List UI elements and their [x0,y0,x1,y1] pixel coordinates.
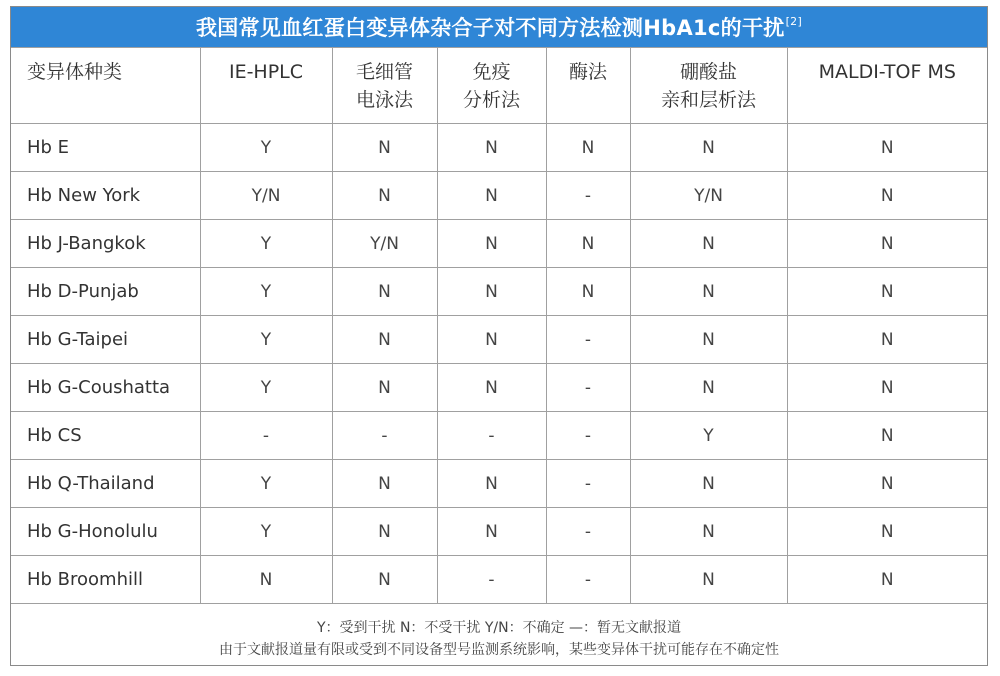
variant-name-cell: Hb G-Taipei [11,316,200,364]
table-row [11,556,987,604]
header-boronate-affinity: 硼酸盐 亲和层析法 [630,48,787,124]
result-cell: N [332,508,437,556]
notes-row [11,604,987,674]
result-cell: Y/N [332,220,437,268]
result-cell: Y [200,460,332,508]
header-variant-type: 变异体种类 [11,48,200,124]
variant-name-cell: Hb CS [11,412,200,460]
table-row [11,460,987,508]
result-cell: N [630,316,787,364]
result-cell: Y/N [630,172,787,220]
variant-name-cell: Hb New York [11,172,200,220]
result-cell: Y [630,412,787,460]
table-row [11,124,987,172]
result-cell: - [546,316,630,364]
header-ie-hplc: IE-HPLC [200,48,332,124]
result-cell: Y [200,220,332,268]
result-cell: N [546,220,630,268]
variant-name-cell: Hb E [11,124,200,172]
reference-marker: [2] [785,14,803,28]
result-cell: N [787,556,987,604]
result-cell: Y [200,364,332,412]
result-cell: - [546,460,630,508]
header-row [11,48,987,124]
variant-name-cell: Hb Broomhill [11,556,200,604]
interference-table [11,47,987,674]
result-cell: N [630,364,787,412]
result-cell: N [332,268,437,316]
table-title: 我国常见血红蛋白变异体杂合子对不同方法检测HbA1c的干扰 [195,16,785,40]
result-cell: - [546,364,630,412]
table-row [11,316,987,364]
result-cell: N [630,556,787,604]
table-row [11,220,987,268]
result-cell: N [332,364,437,412]
result-cell: - [546,172,630,220]
result-cell: - [200,412,332,460]
result-cell: N [787,460,987,508]
result-cell: N [546,268,630,316]
result-cell: N [200,556,332,604]
result-cell: N [332,556,437,604]
result-cell: N [787,316,987,364]
table-title-bar [11,7,987,47]
result-cell: N [437,364,546,412]
result-cell: N [437,124,546,172]
result-cell: N [787,124,987,172]
table-row [11,268,987,316]
result-cell: N [630,460,787,508]
result-cell: N [437,268,546,316]
result-cell: N [437,220,546,268]
result-cell: N [630,268,787,316]
result-cell: N [437,460,546,508]
variant-name-cell: Hb Q-Thailand [11,460,200,508]
table-row [11,412,987,460]
result-cell: N [332,172,437,220]
result-cell: - [546,556,630,604]
result-cell: N [787,508,987,556]
result-cell: N [787,364,987,412]
notes-cell [11,604,987,674]
result-cell: N [332,316,437,364]
header-enzymatic: 酶法 [546,48,630,124]
result-cell: N [546,124,630,172]
variant-name-cell: Hb D-Punjab [11,268,200,316]
result-cell: - [437,412,546,460]
variant-name-cell: Hb G-Honolulu [11,508,200,556]
result-cell: N [787,172,987,220]
header-immunoassay: 免疫 分析法 [437,48,546,124]
result-cell: N [437,316,546,364]
table-row [11,508,987,556]
result-cell: Y [200,508,332,556]
result-cell: N [630,220,787,268]
result-cell: N [437,508,546,556]
result-cell: N [630,508,787,556]
result-cell: N [332,124,437,172]
result-cell: - [546,508,630,556]
table-row [11,364,987,412]
legend-text: Y：受到干扰 N：不受干扰 Y/N：不确定 —：暂无文献报道 [316,619,682,636]
result-cell: N [437,172,546,220]
result-cell: Y [200,268,332,316]
result-cell: - [332,412,437,460]
variant-name-cell: Hb J-Bangkok [11,220,200,268]
result-cell: N [787,268,987,316]
result-cell: N [332,460,437,508]
result-cell: Y [200,124,332,172]
result-cell: - [437,556,546,604]
header-capillary-electrophoresis: 毛细管 电泳法 [332,48,437,124]
footnote-text: 由于文献报道量有限或受到不同设备型号监测系统影响，某些变异体干扰可能存在不确定性 [219,641,779,658]
result-cell: N [630,124,787,172]
result-cell: Y [200,316,332,364]
table-row [11,172,987,220]
result-cell: - [546,412,630,460]
result-cell: N [787,220,987,268]
result-cell: Y/N [200,172,332,220]
result-cell: N [787,412,987,460]
variant-name-cell: Hb G-Coushatta [11,364,200,412]
table-frame [10,6,988,666]
header-maldi-tof-ms: MALDI-TOF MS [787,48,987,124]
